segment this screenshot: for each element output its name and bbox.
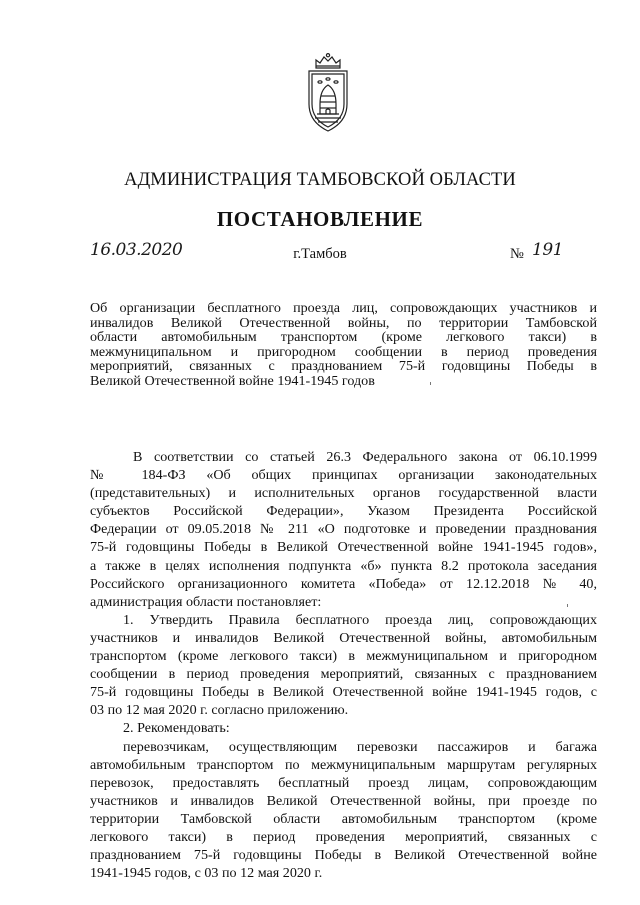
scan-mark <box>430 382 431 385</box>
body-line: легкового такси) в период проведения мероприятий, связанных с <box>90 828 597 845</box>
document-type-heading: ПОСТАНОВЛЕНИЕ <box>216 207 424 231</box>
body-line: участников и инвалидов Великой Отечественной войны, автомобильным <box>90 629 597 646</box>
document-body <box>90 448 597 882</box>
title-line: межмуниципальном и пригородном сообщении в период проведения <box>90 343 597 360</box>
body-line: автомобильным транспортом по межмуниципальным маршрутам регулярных <box>90 756 597 773</box>
document-title <box>90 301 597 389</box>
document-city: г.Тамбов <box>293 246 347 262</box>
body-line: № 184-ФЗ «Об общих принципах организации законодательных <box>90 467 597 484</box>
body-line: празднованием 75-й годовщины Победы в Великой Отечественной войне <box>90 847 597 864</box>
body-line: (представительных) и исполнительных органов государственной власти <box>90 485 597 502</box>
title-line: области автомобильным транспортом (кроме легкового такси) в <box>90 329 597 346</box>
title-line: инвалидов Великой Отечественной войны, по территории Тамбовской <box>90 314 597 331</box>
body-line: 75-й годовщины Победы в Великой Отечественной войне 1941-1945 годов», <box>90 539 597 556</box>
body-line: перевозчикам, осуществляющим перевозки пассажиров и багажа <box>123 738 597 755</box>
body-line: территории Тамбовской области автомобильным транспортом (кроме <box>90 810 597 827</box>
body-line: участников и инвалидов Великой Отечественной войны, при проезде по <box>90 792 597 809</box>
title-line: Об организации бесплатного проезда лиц, сопровождающих участников и <box>90 300 597 316</box>
body-line: перевозок, предоставлять бесплатный проезд лицам, сопровождающим <box>90 774 597 791</box>
document-number: 191 <box>532 240 563 260</box>
body-line: субъектов Российской Федерации», Указом Президента Российской <box>90 503 597 520</box>
body-line: 1941-1945 годов, с 03 по 12 мая 2020 г. <box>90 865 323 882</box>
body-line: Федерации от 09.05.2018 № 211 «О подготовке и проведении празднования <box>90 521 597 538</box>
body-line: В соответствии со статьей 26.3 Федерального закона от 06.10.1999 <box>133 449 597 465</box>
body-line: Российского организационного комитета «Победа» от 12.12.2018 № 40, <box>90 575 597 592</box>
body-line: сообщении в период проведения мероприятий, связанных с празднованием <box>90 666 597 683</box>
title-line: Великой Отечественной войне 1941-1945 годов <box>90 372 375 389</box>
body-line: а также в целях исполнения подпункта «б» пункта 8.2 протокола заседания <box>90 557 597 574</box>
organization-name: АДМИНИСТРАЦИЯ ТАМБОВСКОЙ ОБЛАСТИ <box>124 170 516 190</box>
body-line: администрация области постановляет: <box>90 593 322 610</box>
body-line: 1. Утвердить Правила бесплатного проезда лиц, сопровождающих <box>123 611 597 628</box>
body-line: 03 по 12 мая 2020 г. согласно приложению. <box>90 702 349 719</box>
document-number-label: № <box>510 246 524 262</box>
body-line: 75-й годовщины Победы в Великой Отечественной войне 1941-1945 годов, с <box>90 684 597 701</box>
title-line: мероприятий, связанных с празднованием 75-й годовщины Победы в <box>90 358 597 375</box>
document-date: 16.03.2020 <box>90 240 183 260</box>
body-line: 2. Рекомендовать: <box>123 720 230 737</box>
coat-of-arms-emblem <box>303 52 353 136</box>
body-line: транспортом (кроме легкового такси) в межмуниципальном и пригородном <box>90 648 597 665</box>
